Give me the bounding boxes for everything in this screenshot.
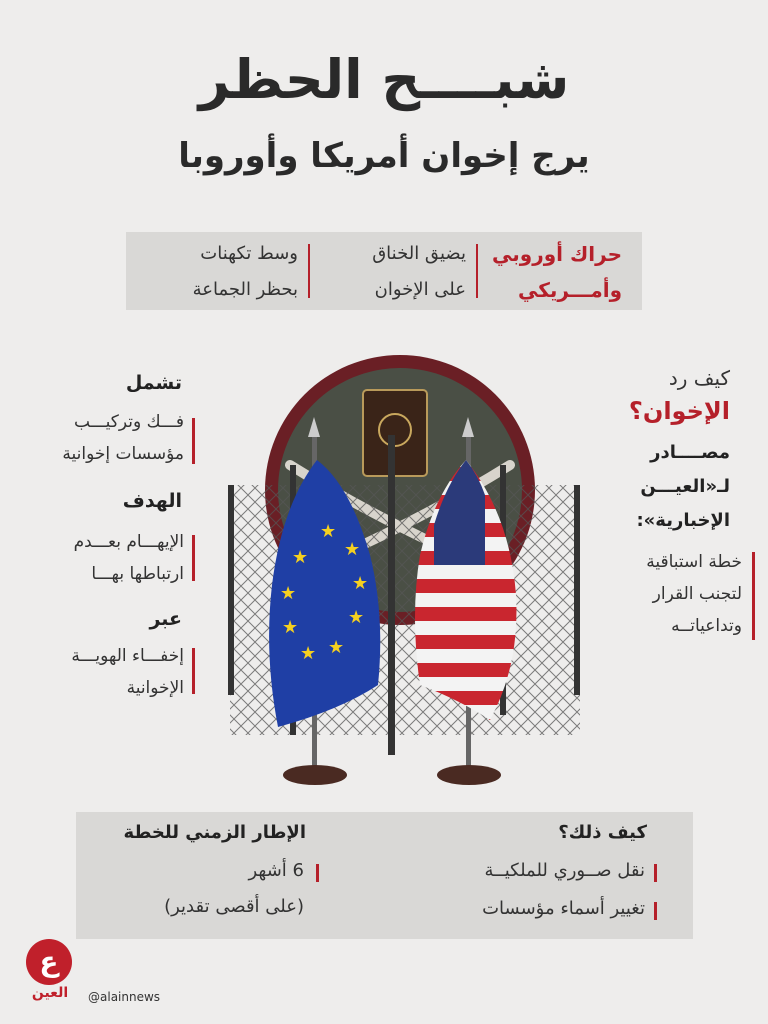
plan-line3: وتداعياتــه (671, 616, 742, 636)
banner-left (146, 236, 298, 308)
svg-text:★: ★ (282, 617, 299, 638)
via-block (20, 640, 184, 704)
flag-stand (283, 765, 347, 785)
banner-mid-line1: يضيق الخناق (372, 243, 466, 264)
plan-block (562, 546, 742, 642)
banner-left-line2: بحظر الجماعة (192, 279, 298, 300)
via-head: عبر (149, 608, 182, 630)
fence-post (228, 485, 234, 695)
right-column (550, 362, 730, 428)
plan-accent-bar (752, 552, 755, 640)
page-subtitle: يرج إخوان أمريكا وأوروبا (178, 136, 590, 176)
via-accent-bar (192, 648, 195, 694)
banner-divider-left (308, 244, 310, 298)
goal-line2: ارتباطها بهـــا (91, 564, 184, 584)
goal-accent-bar (192, 535, 195, 581)
question-line2: الإخوان؟ (628, 397, 730, 425)
includes-accent-bar (192, 418, 195, 464)
banner-left-line1: وسط تكهنات (200, 243, 298, 264)
includes-line2: مؤسسات إخوانية (62, 444, 184, 464)
logo-glyph: ع (39, 945, 59, 978)
flag-stand (437, 765, 501, 785)
plan-line1: خطة استباقية (646, 552, 742, 572)
logo-name: العين (31, 985, 69, 1001)
social-handle: @alainnews (88, 990, 161, 1004)
banner-highlight-line2: وأمـــريكي (518, 278, 622, 302)
svg-text:★: ★ (348, 607, 365, 628)
goal-head: الهدف (122, 490, 182, 512)
includes-block (20, 406, 184, 470)
svg-text:★: ★ (352, 573, 369, 594)
goal-line1: الإيهـــام بعـــدم (73, 532, 184, 552)
top-banner (126, 232, 642, 310)
svg-text:★: ★ (280, 583, 297, 604)
includes-head: تشمل (125, 372, 182, 394)
banner-highlight-line1: حراك أوروبي (492, 242, 622, 266)
how-item1-marker (654, 864, 657, 882)
how-item2-marker (654, 902, 657, 920)
how-head: كيف ذلك؟ (558, 822, 647, 843)
banner-middle (322, 236, 466, 308)
source-line2: لـ«العيـــن (640, 476, 730, 497)
source-line1: مصــــادر (650, 442, 730, 463)
timeframe-head: الإطار الزمني للخطة (123, 822, 306, 843)
via-line1: إخفـــاء الهويـــة (71, 646, 184, 666)
svg-text:★: ★ (344, 539, 361, 560)
banner-mid-line2: على الإخوان (374, 279, 466, 300)
banner-highlight (492, 236, 622, 308)
flags-fence-illustration (220, 355, 590, 795)
fence-post (388, 435, 395, 755)
time-item2: (على أقصى تقدير) (164, 896, 304, 917)
sources-block (550, 436, 730, 538)
goal-block (20, 526, 184, 590)
question-line1: كيف رد (668, 366, 730, 390)
page-title: شبــــح الحظر (198, 48, 570, 111)
source-line3: الإخبارية»: (636, 510, 730, 531)
banner-divider-right (476, 244, 478, 298)
time-item1: 6 أشهر (248, 860, 304, 881)
plan-line2: لتجنب القرار (652, 584, 742, 604)
svg-text:★: ★ (300, 643, 317, 664)
bottom-panel (76, 812, 693, 939)
how-item1: نقل صــوري للملكيــة (484, 860, 645, 881)
via-line2: الإخوانية (126, 678, 184, 698)
includes-line1: فـــك وتركيـــب (74, 412, 184, 432)
svg-text:★: ★ (320, 521, 337, 542)
time-item1-marker (316, 864, 319, 882)
how-item2: تغيير أسماء مؤسسات (482, 898, 645, 919)
svg-text:★: ★ (292, 547, 309, 568)
svg-text:★: ★ (328, 637, 345, 658)
